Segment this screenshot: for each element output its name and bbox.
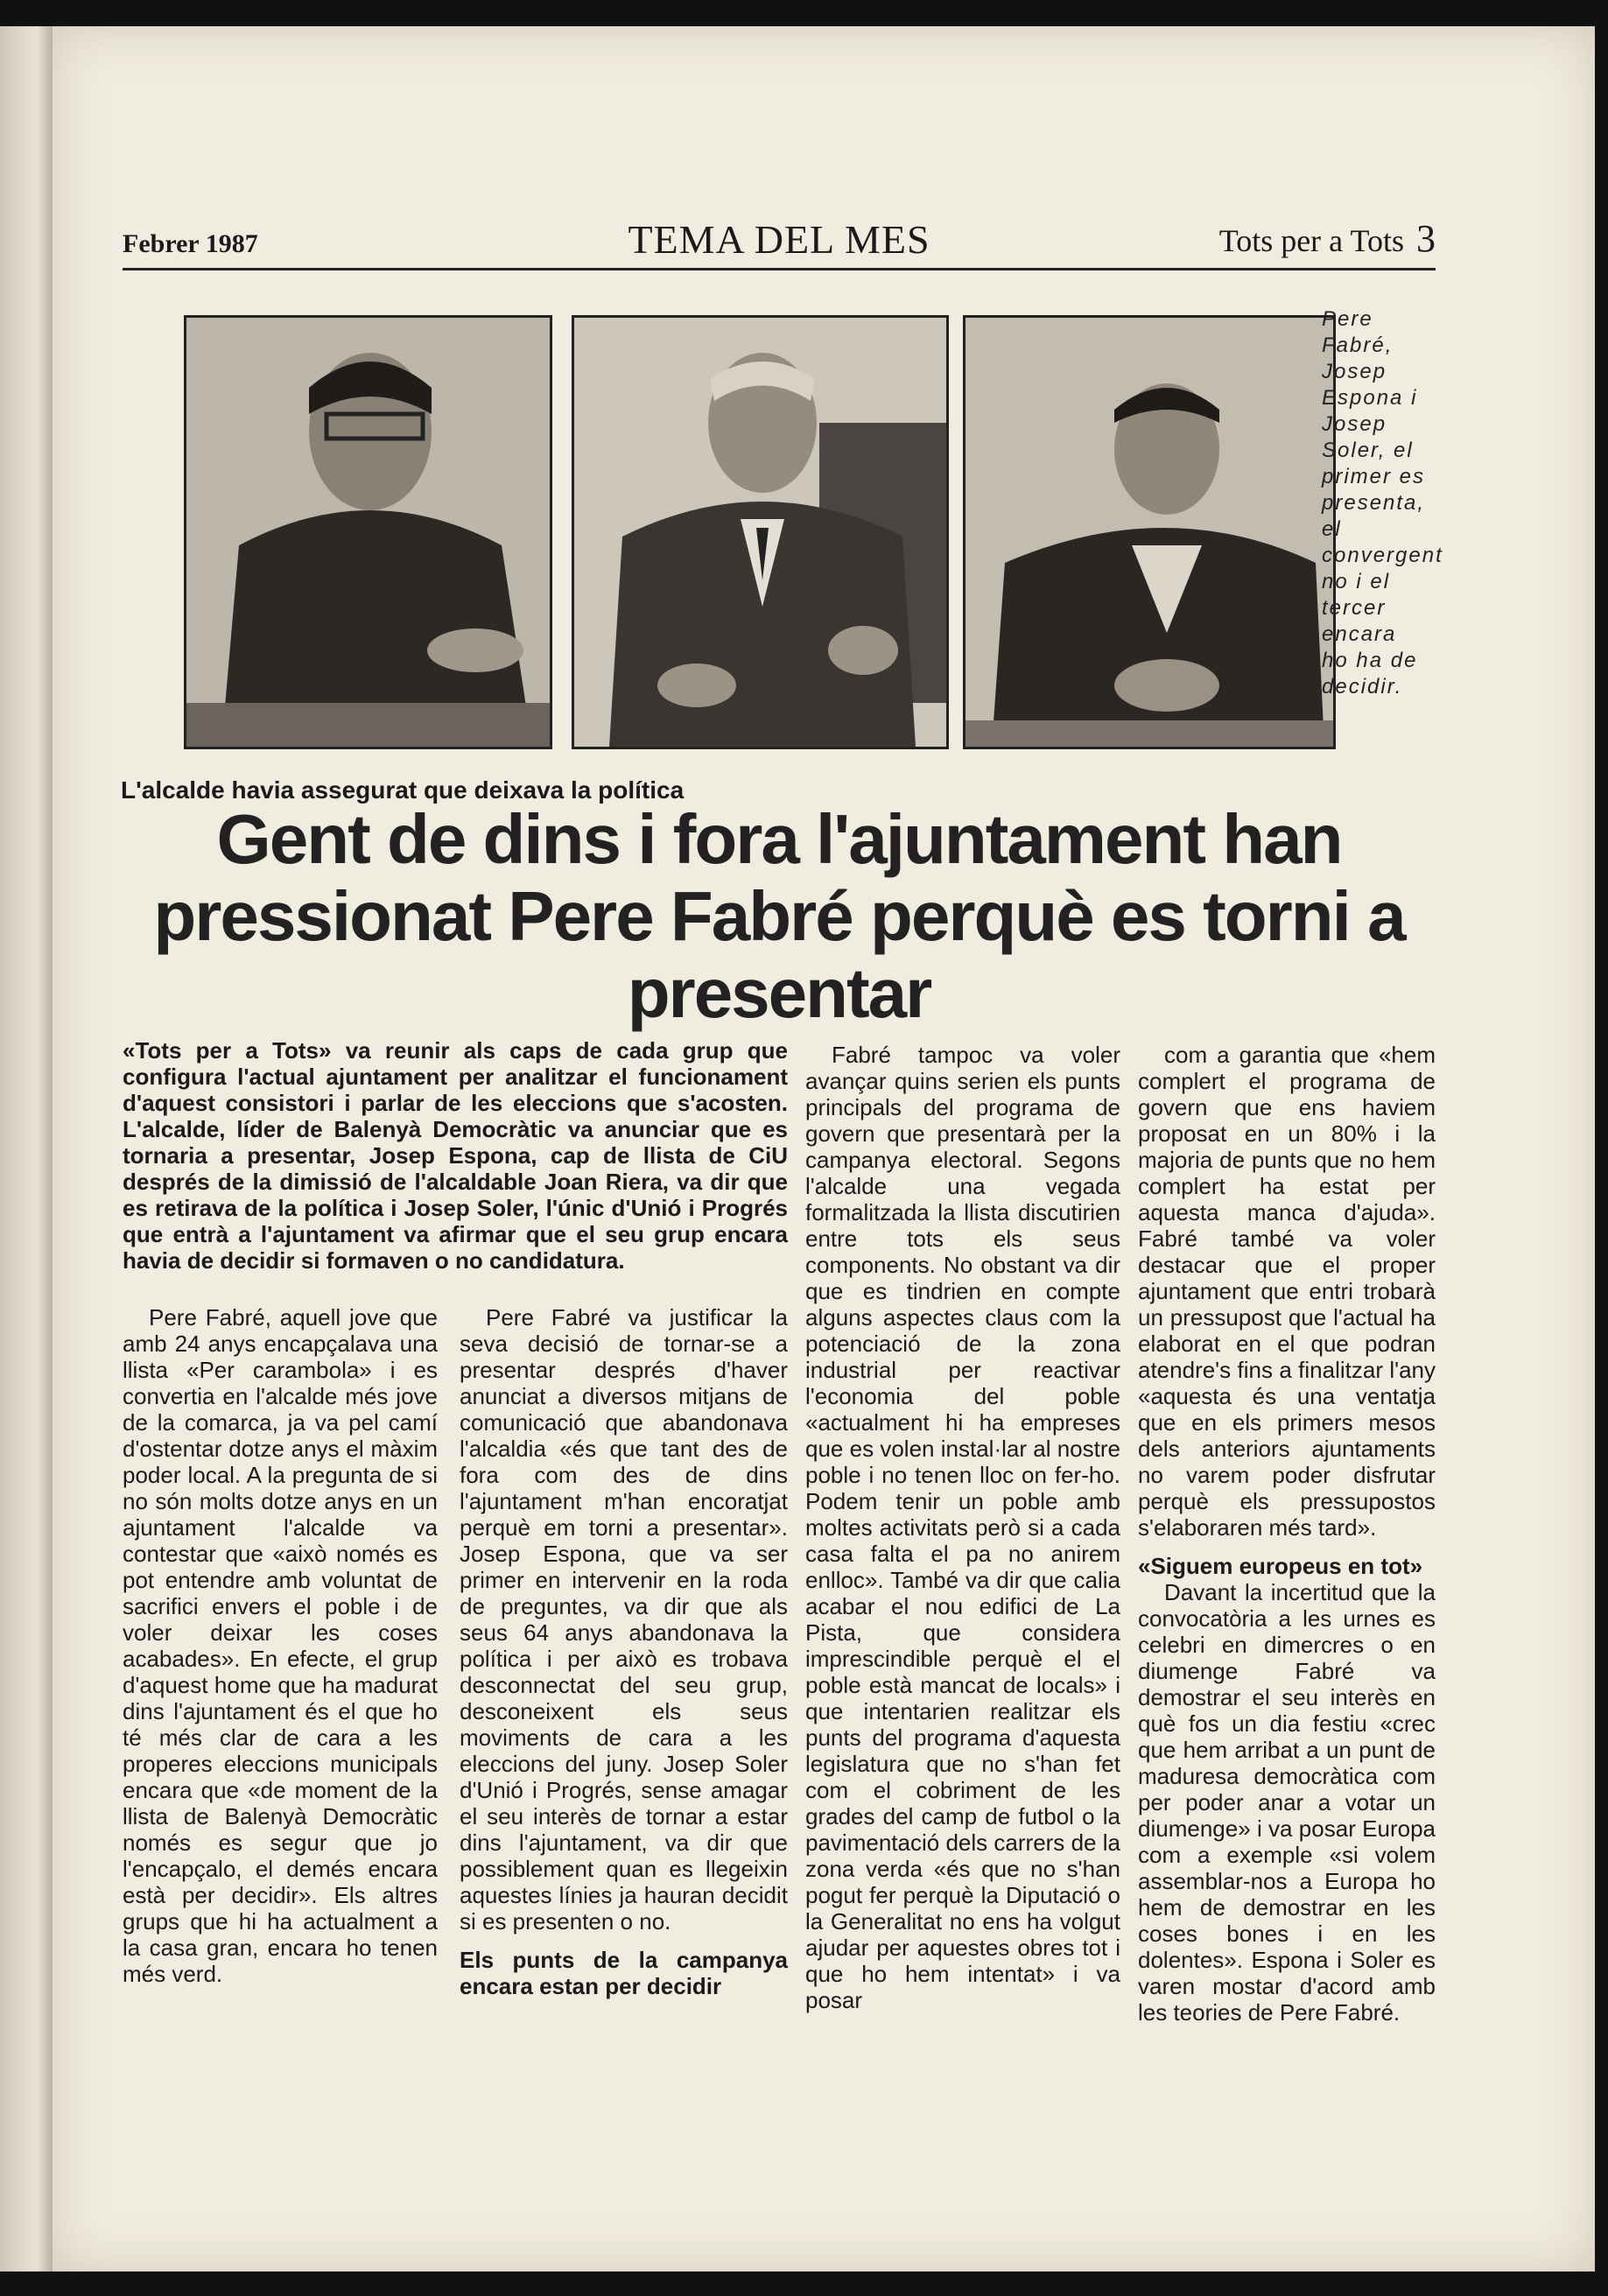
page-header <box>123 200 1436 270</box>
column-2-subheading: Els punts de la campanya encara estan per decidir <box>460 1947 788 1999</box>
column-4-subheading: «Siguem europeus en tot» <box>1138 1553 1423 1579</box>
section-title: TEMA DEL MES <box>628 217 930 262</box>
article-headline: Gent de dins i fora l'ajuntament han pressionat Pere Fabré perquè es torni a presentar <box>153 800 1405 1032</box>
publication-name <box>1219 216 1436 261</box>
older-man-photo <box>574 318 946 747</box>
column-1-text: Pere Fabré, aquell jove que amb 24 anys encapçalava una llista «Per carambola» i es convertia en l'alcalde més jove de la comarca, ja va pel camí d'ostentar dotze anys el màxim poder local. A la pregunta de si no són molts dotze anys en un ajuntament l'alcalde va contestar que «això només es pot entendre amb voluntat de sacrifici envers el poble i de voler deixar les coses acabades». En efecte, el grup d'aquest home que ha madurat dins l'ajuntament és el que ho té més clar de cara a les properes eleccions municipals encara que «de moment de la llista de Balenyà Democràtic només es segur que jo l'encapçalo, el demés encara està per decidir». Els altres grups que hi ha actualment a la casa gran, encara ho tenen més verd. <box>123 1304 438 1987</box>
column-3-text: Fabré tampoc va voler avançar quins serien els punts principals del programa de govern que presentarà per la campanya electoral. Segons l'alcalde una vegada formalitzada la llista discutirien entre tots els seus components. No obstant va dir que es tindrien en compte alguns aspectes claus com la potenciació de la zona industrial per reactivar l'economia del poble «actualment hi ha empreses que es volen instal·lar al nostre poble i no tenen lloc on fer-ho. Podem tenir un poble amb moltes activitats però si a cada casa falta el pa no anirem enlloc». També va dir que calia acabar el nou edifici de La Pista, que considera imprescindible perquè el el poble està mancat de locals» i que intentarien realitzar els punts del programa d'aquesta legislatura que no s'han fet com el cobriment de les grades del camp de futbol o la pavimentació dels carrers de la zona verda «és que no s'han pogut fer perquè la Diputació o la Generalitat no ens ha volgut ajudar per aquestes obres tot i que ho hem intentat» i va posar <box>805 1042 1120 2013</box>
column-4-text: com a garantia que «hem complert el programa de govern que ens haviem proposat en un 80% i la majoria de punts que no hem complert ha estat per aquesta manca d'ajuda». Fabré també va voler destacar que el proper ajuntament que entri trobarà un pressupost que l'actual ha elaborat en el que podran atendre's fins a finalitzar l'any «aquesta és una ventatja que en els primers mesos dels anteriors ajuntaments no varem poder disfrutar perquè els pressupostos s'elaboraren més tard». <box>1138 1042 1436 1541</box>
column-2-text: Pere Fabré va justificar la seva decisió de tornar-se a presentar després d'haver anunciat a diversos mitjans de comunicació que abandonava l'alcaldia «és que tant des de fora com des de dins l'ajuntament m'han encoratjat perquè em torni a presentar». Josep Espona, que va ser primer en intervenir en la roda de preguntes, va dir que als seus 64 anys abandonava la política i per això es trobava desconnectat del seu grup, desconeixent els seus moviments de cara a les eleccions del juny. Josep Soler d'Unió i Progrés, sense amagar el seu interès de tornar a estar dins l'ajuntament, va dir que possiblement quan es llegeixin aquestes línies ja hauran decidit si es presenten o no. <box>460 1304 788 1934</box>
seated-man-photo <box>966 318 1333 747</box>
article-column-3 <box>805 1042 1120 2013</box>
photo-pere-fabre <box>184 315 552 749</box>
photo-caption: Pere Fabré, Josep Espona i Josep Soler, el primer es presenta, el convergent no i el tercer encara ho ha de decidir. <box>1322 307 1443 699</box>
article-column-4 <box>1138 1042 1436 2026</box>
binding-spine <box>0 26 53 2271</box>
publication-title: Tots per a Tots <box>1218 223 1404 258</box>
article-column-2 <box>460 1304 788 1999</box>
article-lead: «Tots per a Tots» va reunir als caps de cada grup que configura l'actual ajuntament per analitzar el funcionament d'aquest consistori i parlar de les eleccions que s'acosten. L'alcalde, líder de Balenyà Democràtic va anunciar que es tornaria a presentar, Josep Espona, cap de llista de CiU després de la dimissió de l'alcaldable Joan Riera, va dir que es retirava de la política i Josep Soler, l'únic d'Unió i Progrés que entrà a l'ajuntament va afirmar que el seu grup encara havia de decidir si formaven o no candidatura. <box>123 1037 788 1274</box>
article-column-1 <box>123 1304 438 1987</box>
man-with-glasses-photo <box>186 318 550 747</box>
photo-josep-espona <box>572 315 949 749</box>
photo-josep-soler <box>963 315 1336 749</box>
page-number: 3 <box>1416 217 1436 260</box>
column-4-text-b: Davant la incertitud que la convocatòria a les urnes es celebri en dimercres o en diumenge Fabré va demostrar el seu interès en què fos un dia festiu «crec que hem arribat a un punt de maduresa democràtica com per poder anar a votar un diumenge» i va posar Europa com a exemple «si volem assemblar-nos a Europa ho hem de demostrar en les coses bones i en les dolentes». Espona i Soler es varen mostar d'acord amb les teories de Pere Fabré. <box>1138 1579 1436 2026</box>
issue-date: Febrer 1987 <box>123 229 258 258</box>
article-kicker: L'alcalde havia assegurat que deixava la política <box>121 776 685 804</box>
